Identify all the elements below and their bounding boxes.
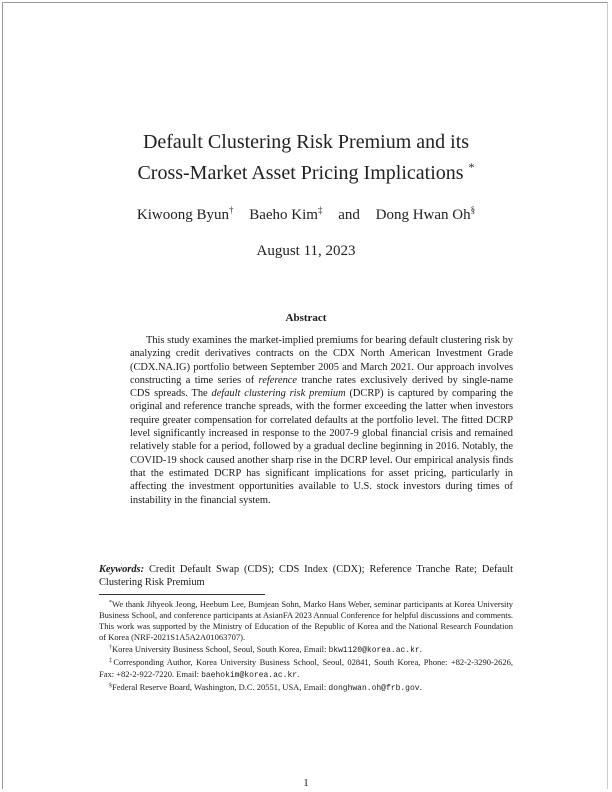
- author-name: Kiwoong Byun: [136, 207, 229, 223]
- footnote-mark: †: [109, 645, 112, 652]
- keywords: [99, 563, 513, 590]
- footnote-text: Korea University Business School, Seoul, South Korea, Email:: [112, 644, 329, 655]
- footnote-period: .: [419, 681, 422, 692]
- author-mark: ‡: [317, 205, 323, 215]
- title-line-2: [0, 155, 612, 186]
- footnote-text: We thank Jihyeok Jeong, Heebum Lee, Bumjean Sohn, Marko Hans Weber, seminar participants at Korea University Business School, and conference participants at AsianFA 2023 Annual Conference for helpful discussions and comments. This work was supported by the Ministry of Education of the Republic of Korea and the National Research Foundation of Korea (NRF-2021S1A5A2A01063707).: [99, 599, 513, 643]
- email-link[interactable]: bkw1120@korea.ac.kr: [328, 646, 420, 656]
- footnote-mark: *: [109, 600, 112, 606]
- paper-title: [0, 130, 612, 186]
- title-line-2-text: Cross-Market Asset Pricing Implications: [137, 162, 464, 184]
- email-link[interactable]: donghwan.oh@frb.gov: [328, 683, 420, 693]
- abstract-heading: Abstract: [285, 312, 327, 324]
- keywords-text: Credit Default Swap (CDS); CDS Index (CDX); Reference Tranche Rate; Default Clustering Risk Premium: [99, 564, 513, 589]
- footnote-mark: §: [109, 682, 112, 689]
- abstract-text: tranche rates exclusively derived by single-name CDS spreads. The: [130, 374, 513, 400]
- author-name: Dong Hwan Oh: [375, 207, 471, 223]
- footnote-text: Corresponding Author, Korea University Business School, Seoul, 02841, South Korea, Phone: +82-2-3290-2626, Fax: +82-2-922-7220. Email:: [99, 657, 513, 679]
- abstract-text: This study examines the market-implied premiums for bearing default clustering risk by analyzing credit derivatives contracts on the CDX North American Investment Grade (CDX.NA.IG) portfolio between September 2005 and March 2021. Our approach involves constructing a time series of: [130, 335, 513, 386]
- footnote-rule: [99, 594, 265, 595]
- keywords-label: Keywords:: [99, 564, 145, 575]
- abstract-emphasis: reference: [258, 374, 298, 386]
- footnote-acknowledgement: [99, 598, 513, 643]
- abstract-text: (DCRP) is captured by comparing the original and reference tranche spreads, with the former exceeding the latter when investors require greater compensation for correlated defaults at the portfolio level. The fitted DCRP level significantly increased in response to the 2007-9 global financial crisis and remained relatively stable for a period, followed by a gradual decline beginning in 2016. Notably, the COVID-19 shock caused another sharp rise in the DCRP level. Our empirical analysis finds that the estimated DCRP has significant implications for asset pricing, particularly in affecting the investment opportunities available to U.S. stock investors during times of instability in the financial system.: [130, 388, 513, 506]
- abstract-body: [130, 334, 513, 507]
- email-link[interactable]: baehokim@korea.ac.kr: [201, 670, 298, 680]
- author-mark: §: [470, 205, 476, 215]
- footnotes: [99, 598, 513, 694]
- footnote-text: Federal Reserve Board, Washington, D.C. 20551, USA, Email:: [112, 681, 329, 692]
- footnote-author-1: [99, 643, 513, 656]
- title-line-1: Default Clustering Risk Premium and its: [142, 131, 470, 153]
- footnote-author-2: [99, 656, 513, 680]
- page-number: 1: [303, 777, 309, 789]
- title-footnote-mark: *: [468, 160, 475, 174]
- footnote-period: .: [419, 644, 422, 655]
- footnote-mark: ‡: [109, 658, 114, 665]
- abstract-emphasis: default clustering risk premium: [211, 388, 346, 400]
- author-mark: †: [228, 205, 234, 215]
- author-conjunction: and: [338, 207, 360, 223]
- paper-date: August 11, 2023: [256, 243, 356, 259]
- author-list: [0, 205, 612, 224]
- author-name: Baeho Kim: [249, 207, 318, 223]
- footnote-period: .: [297, 668, 300, 679]
- footnote-author-3: [99, 681, 513, 694]
